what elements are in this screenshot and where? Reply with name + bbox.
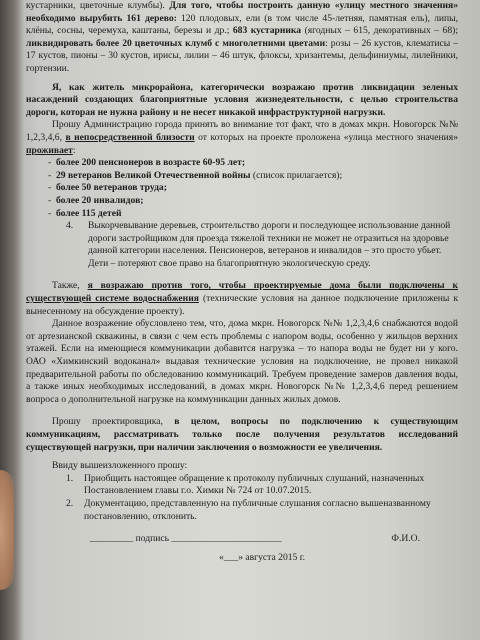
- date-line: «___» августа 2015 г.: [219, 551, 305, 563]
- signature-line: [26, 533, 458, 546]
- list-number: 4.: [66, 220, 74, 232]
- text-run: кустарники, цветочные клумбы).: [26, 0, 170, 11]
- text-run-bold: Для того, чтобы построить данную «улицу местного значения» необходимо вырубить 161 дерево:: [26, 0, 458, 24]
- paragraph-conclusion: [26, 460, 458, 473]
- text-run-bold: 683 кустарника: [232, 25, 302, 37]
- list-item: - более 115 детей: [56, 208, 458, 221]
- text-run-bold: ликвидировать более 20 цветочных клумб с многолетними цветами: [26, 37, 326, 49]
- paragraph-trees: [26, 0, 458, 76]
- text-run-bold-underline: проживает: [26, 144, 73, 156]
- text-run-bold: Я, как житель микрорайона, категорически возражаю против ликвидации зеленых насаждений создающих благоприятные условия жизнедеятельности, с целью строительства дороги, которая не нужна району и не несет никакой инфраструктурной нагрузки.: [26, 81, 458, 118]
- list-item: - более 50 ветеранов труда;: [56, 182, 458, 195]
- list-item: 1. Приобщить настоящее обращение к протоколу публичных слушаний, назначенных Постановлением главы г.о. Химки № 724 от 10.07.2015.: [66, 472, 425, 497]
- list-item: 2. Документацию, представленную на публичные слушания согласно вышеназванному постановлению, отклонить.: [66, 497, 431, 522]
- text-run: Также,: [52, 280, 88, 292]
- text-run: (ягодных – 615, декоративных – 68);: [301, 25, 459, 37]
- list-text: Выкорчевывание деревьев, строительство дороги и последующее использование данной дороги застройщиком для проезда тяжелой техники не может не отразиться на здоровье данной категории населения. Пенсионеров, ветеранов и инвалидов – это просто убьет. Дети – потеряют свое право на благоприятную экологическую среду.: [88, 220, 451, 269]
- text-run: (технические условия на данное подключение приложены к вынесенному на обсуждение проекту).: [26, 293, 458, 317]
- paragraph-request: [26, 119, 458, 157]
- text-run: Ввиду вышеизложенного прошу:: [52, 460, 188, 472]
- text-run: :: [72, 144, 76, 156]
- text-run: Данное возражение обусловлено тем, что, дома мкрн. Новогорск №№ 1,2,3,4,6 снабжаются водой от артезианской скважины, в связи с чем есть проблемы с напором воды, особенно у жильцов верхних этажей. Если на имеющиеся коммуникации добавится нагрузка – то напора воды не будет ни у кого. ОАО «Химкинский водоканал» выдавая технические условия на подключение, не провел никакой предварительной работы по обследованию коммуникаций. Требуем проведение замеров давления воды, а также иных необходимых исследований, в домах мкрн. Новогорск №№ 1,2,3,4,6 перед решением вопроса о дополнительной нагрузке на коммуникации данных жилых домов.: [26, 318, 458, 405]
- residents-list: [26, 157, 458, 220]
- text-run: от которых на проекте проложена «улица местного значения»: [194, 131, 458, 143]
- name-field: Ф.И.О.: [391, 533, 420, 545]
- list-item: - 29 ветеранов Великой Отечественной войны (список прилагается);: [56, 170, 458, 183]
- list-item: - более 200 пенсионеров в возрасте 60-95 лет;: [56, 157, 458, 170]
- thumb-holding-page: [0, 470, 14, 590]
- text-run: 120 плодовых, ели (в том числе 45-летняя, памятная ель), липы, клёны, сосны, черемуха, каштаны, березы и др.;: [26, 12, 459, 37]
- list-item: - более 20 инвалидов;: [56, 195, 458, 208]
- text-run: Прошу Администрацию города принять во внимание тот факт, что в домах мкрн. Новогорск №№ 1,2,3,4,6,: [26, 119, 458, 143]
- signature-field: _________ подпись _______________________: [90, 533, 282, 545]
- text-run-bold: в целом, вопросы по подключению к существующим коммуникациям, рассматривать только после получения результатов исследований существующей нагрузки, при наличии заключения о возможности ее увеличения.: [26, 416, 458, 453]
- text-run-bold-underline: я возражаю против того, чтобы проектируемые дома были подключены к существующей системе водоснабжения: [26, 280, 458, 305]
- paragraph-objection: [26, 82, 458, 120]
- list-item-4: [26, 220, 458, 270]
- requests-list: [26, 473, 458, 523]
- text-run-bold-underline: в непосредственной близости: [65, 131, 195, 143]
- paragraph-water: [26, 280, 458, 318]
- paragraph-water-reason: [26, 318, 458, 406]
- text-run: : розы – 26 кустов, клематисы – 17 кустов, пионы – 30 кустов, ирисы, лилии – 46 штук, флоксы, хризантемы, дельфиниумы, лилейники, гортензии.: [26, 37, 458, 74]
- text-run: Прошу проектировщика,: [52, 416, 175, 428]
- paragraph-designer: [26, 416, 458, 454]
